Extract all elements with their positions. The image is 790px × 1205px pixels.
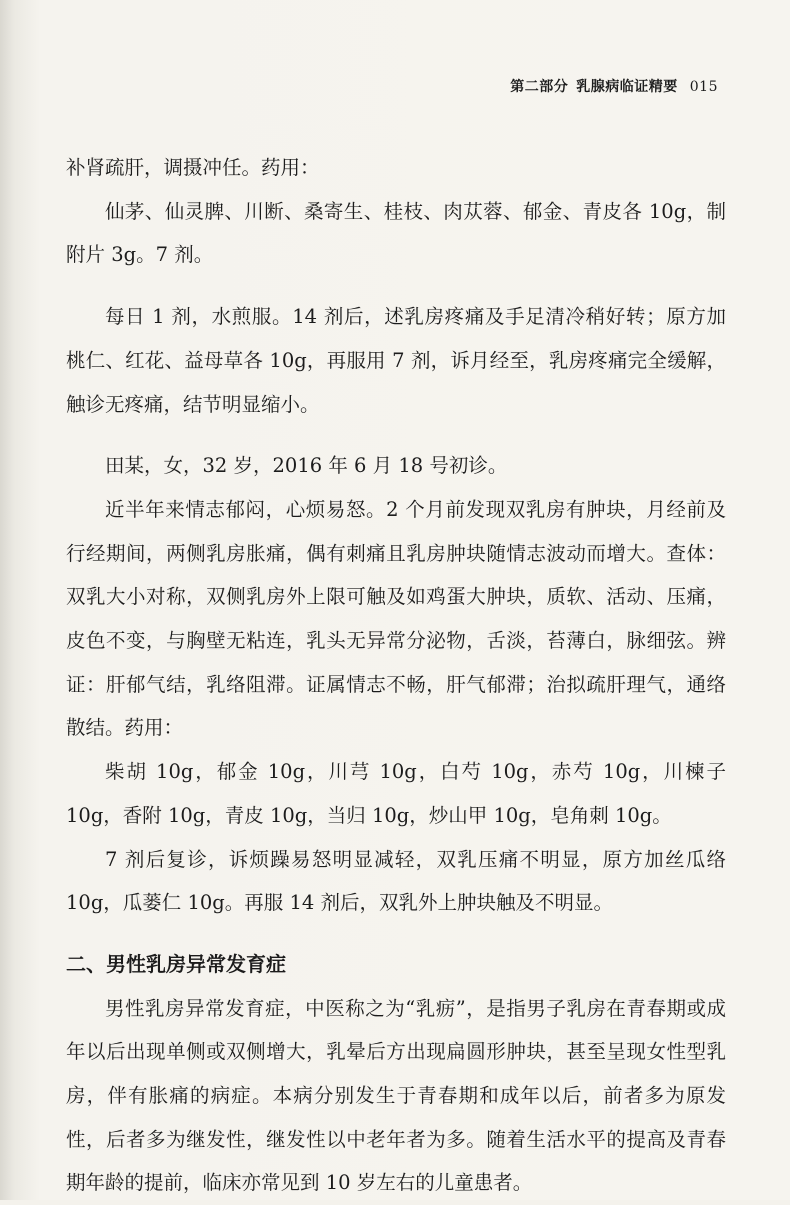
paragraph-4: 田某，女，32 岁，2016 年 6 月 18 号初诊。 bbox=[105, 454, 508, 478]
body-text bbox=[66, 146, 726, 1205]
paragraph-7: 7 剂后复诊，诉烦躁易怒明显减轻，双乳压痛不明显，原方加丝瓜络 10g，瓜蒌仁 10g。再服 14 剂后，双乳外上肿块触及不明显。 bbox=[66, 847, 726, 915]
header-title: 乳腺病临证精要 bbox=[576, 79, 678, 95]
running-header bbox=[510, 76, 718, 96]
paragraph-5: 近半年来情志郁闷，心烦易怒。2 个月前发现双乳房有肿块，月经前及行经期间，两侧乳房胀痛，偶有刺痛且乳房肿块随情志波动而增大。查体：双乳大小对称，双侧乳房外上限可触及如鸡蛋大肿块，质软、活动、压痛，皮色不变，与胸壁无粘连，乳头无异常分泌物，舌淡，苔薄白，脉细弦。辨证：肝郁气结，乳络阻滞。证属情志不畅，肝气郁滞；治拟疏肝理气，通络散结。药用： bbox=[66, 497, 726, 740]
header-part: 第二部分 bbox=[510, 79, 569, 95]
paragraph-6: 柴胡 10g，郁金 10g，川芎 10g，白芍 10g，赤芍 10g，川楝子 10g，香附 10g，青皮 10g，当归 10g，炒山甲 10g，皂角刺 10g。 bbox=[66, 760, 726, 827]
page-number: 015 bbox=[689, 79, 718, 95]
paragraph-2: 仙茅、仙灵脾、川断、桑寄生、桂枝、肉苁蓉、郁金、青皮各 10g，制附片 3g。7 剂。 bbox=[66, 199, 726, 267]
section-heading: 二、男性乳房异常发育症 bbox=[66, 951, 286, 976]
paragraph-1: 补肾疏肝，调摄冲任。药用： bbox=[66, 156, 320, 179]
paragraph-3: 每日 1 剂，水煎服。14 剂后，述乳房疼痛及手足清冷稍好转；原方加桃仁、红花、益母草各 10g，再服用 7 剂，诉月经至，乳房疼痛完全缓解，触诊无疼痛，结节明显缩小。 bbox=[66, 305, 726, 416]
paragraph-8: 男性乳房异常发育症，中医称之为“乳疬”，是指男子乳房在青春期或成年以后出现单侧或双侧增大，乳晕后方出现扁圆形肿块，甚至呈现女性型乳房，伴有胀痛的病症。本病分别发生于青春期和成年以后，前者多为原发性，后者多为继发性，继发性以中老年者为多。随着生活水平的提高及青春期年龄的提前，临床亦常见到 10 岁左右的儿童患者。 bbox=[66, 996, 726, 1195]
